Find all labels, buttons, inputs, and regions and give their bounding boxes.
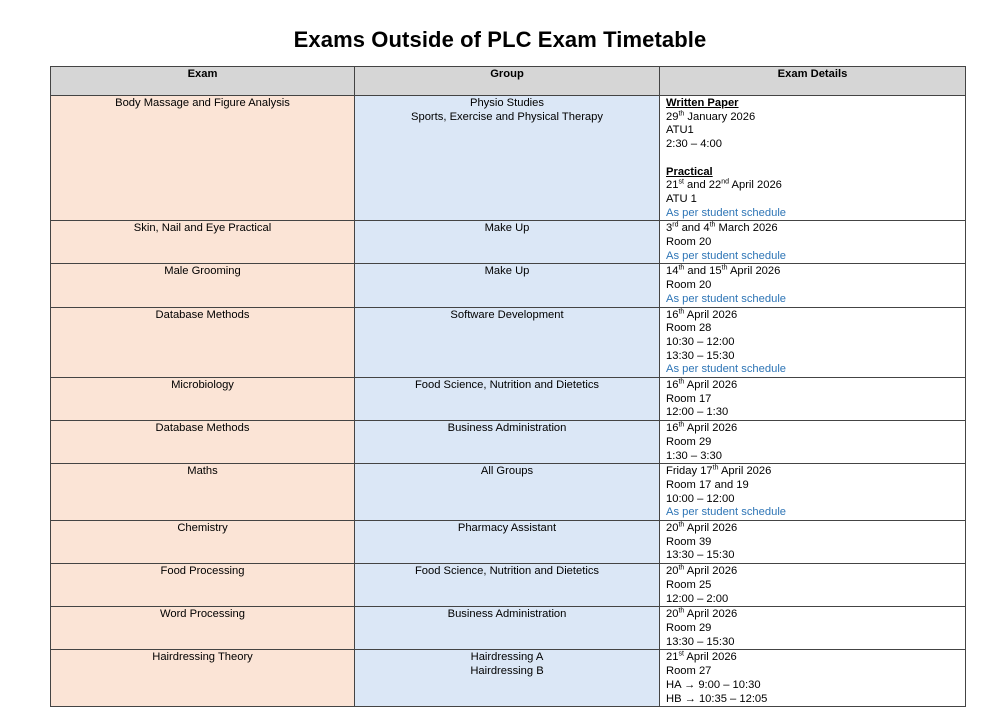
exam-details-cell	[660, 521, 966, 564]
date-ordinal-suffix: st	[678, 178, 684, 186]
details-line: Room 27	[666, 665, 712, 678]
table-row	[51, 564, 966, 607]
exam-cell	[51, 307, 355, 378]
date-text: April 2026	[684, 422, 738, 435]
date-ordinal-suffix: th	[678, 264, 685, 272]
date-ordinal-suffix: th	[678, 521, 685, 529]
details-heading: Practical	[666, 165, 713, 178]
table-row	[51, 264, 966, 307]
group-name: Physio Studies	[469, 97, 544, 109]
details-line: 13:30 – 15:30	[666, 349, 735, 362]
date-ordinal-suffix: th	[721, 264, 728, 272]
table-row	[51, 607, 966, 650]
table-body	[51, 96, 966, 707]
details-line: Room 20	[666, 279, 712, 292]
group-name: Software Development	[450, 308, 564, 321]
date-text: 21	[666, 651, 679, 664]
date-text: March 2026	[715, 222, 778, 235]
exam-name: Maths	[187, 465, 218, 478]
details-line: 12:00 – 2:00	[666, 592, 729, 605]
group-cell	[355, 96, 660, 221]
details-line: 10:30 – 12:00	[666, 335, 735, 348]
group-name: Sports, Exercise and Physical Therapy	[411, 110, 603, 123]
date-text: April 2026	[718, 465, 772, 478]
date-ordinal-suffix: th	[678, 378, 685, 386]
exam-details-cell	[660, 650, 966, 707]
exam-name: Skin, Nail and Eye Practical	[133, 222, 272, 235]
exam-date	[666, 265, 959, 279]
schedule-note: As per student schedule	[666, 292, 787, 305]
date-text: April 2026	[684, 379, 738, 392]
exam-date	[666, 111, 959, 125]
group-name: Hairdressing A	[470, 651, 544, 664]
exam-date	[666, 422, 959, 436]
details-line: Room 20	[666, 236, 712, 249]
group-name: Make Up	[484, 265, 530, 278]
table-row	[51, 464, 966, 521]
date-ordinal-suffix: th	[678, 564, 685, 572]
table-row	[51, 221, 966, 264]
group-cell	[355, 378, 660, 421]
details-line: HA → 9:00 – 10:30	[666, 678, 761, 691]
exam-cell	[51, 264, 355, 307]
date-text: 14	[666, 265, 679, 278]
exam-cell	[51, 521, 355, 564]
details-line: Room 29	[666, 622, 712, 634]
date-text: April 2026	[727, 265, 781, 278]
exam-date	[666, 379, 959, 393]
exam-date	[666, 465, 959, 479]
details-line: ATU1	[666, 124, 694, 137]
date-ordinal-suffix: th	[678, 109, 685, 117]
exam-name: Food Processing	[160, 565, 245, 578]
exam-date	[666, 222, 959, 236]
schedule-note: As per student schedule	[666, 363, 787, 376]
details-line: 10:00 – 12:00	[666, 492, 735, 505]
details-line: 1:30 – 3:30	[666, 449, 722, 462]
details-line: 2:30 – 4:00	[666, 138, 722, 151]
spacer	[666, 152, 959, 166]
date-text: 21	[666, 179, 679, 192]
group-cell	[355, 464, 660, 521]
exam-details-cell	[660, 264, 966, 307]
date-ordinal-suffix: th	[678, 307, 685, 315]
group-name: Hairdressing B	[470, 665, 544, 678]
group-cell	[355, 221, 660, 264]
group-name: Business Administration	[447, 422, 567, 435]
exam-name: Body Massage and Figure Analysis	[115, 97, 290, 109]
table-row	[51, 378, 966, 421]
date-text: and 4	[678, 222, 710, 235]
date-ordinal-suffix: rd	[672, 221, 679, 229]
details-line: HB → 10:35 – 12:05	[666, 692, 768, 705]
exam-timetable	[50, 66, 966, 707]
date-text: 20	[666, 522, 679, 535]
group-name: All Groups	[480, 465, 534, 478]
table-row	[51, 307, 966, 378]
exam-cell	[51, 421, 355, 464]
exam-name: Chemistry	[177, 522, 228, 535]
exam-date	[666, 651, 959, 665]
group-name: Business Administration	[447, 608, 567, 621]
exam-details-cell	[660, 607, 966, 650]
details-line: Room 28	[666, 322, 712, 335]
group-name: Make Up	[484, 222, 530, 235]
group-cell	[355, 650, 660, 707]
column-header-group: Group	[355, 67, 660, 96]
date-text: January 2026	[684, 110, 756, 123]
exam-name: Male Grooming	[164, 265, 241, 278]
group-cell	[355, 564, 660, 607]
group-cell	[355, 307, 660, 378]
date-ordinal-suffix: th	[678, 421, 685, 429]
table-row	[51, 96, 966, 221]
exam-details-cell	[660, 464, 966, 521]
group-name: Food Science, Nutrition and Dietetics	[414, 379, 600, 392]
exam-details-cell	[660, 564, 966, 607]
date-ordinal-suffix: nd	[721, 178, 730, 186]
exam-date	[666, 179, 959, 193]
date-text: 3	[666, 222, 673, 235]
exam-cell	[51, 564, 355, 607]
date-ordinal-suffix: th	[678, 607, 685, 615]
exam-name: Database Methods	[155, 422, 250, 435]
details-line: 13:30 – 15:30	[666, 549, 735, 562]
exam-name: Microbiology	[171, 379, 234, 392]
date-text: April 2026	[684, 522, 738, 535]
exam-details-cell	[660, 96, 966, 221]
group-cell	[355, 521, 660, 564]
date-text: April 2026	[683, 651, 737, 664]
group-cell	[355, 264, 660, 307]
date-text: 29	[666, 110, 679, 123]
exam-details-cell	[660, 378, 966, 421]
schedule-note: As per student schedule	[666, 506, 787, 519]
details-line: 13:30 – 15:30	[666, 635, 735, 648]
exam-date	[666, 608, 959, 622]
group-name: Pharmacy Assistant	[457, 522, 557, 535]
exam-cell	[51, 464, 355, 521]
group-cell	[355, 421, 660, 464]
date-text: April 2026	[684, 565, 738, 578]
exam-cell	[51, 650, 355, 707]
details-line: Room 17 and 19	[666, 478, 749, 491]
details-line: Room 39	[666, 535, 712, 548]
exam-date	[666, 309, 959, 323]
group-cell	[355, 607, 660, 650]
column-header-exam-details: Exam Details	[660, 67, 966, 96]
exam-cell	[51, 378, 355, 421]
schedule-note: As per student schedule	[666, 249, 787, 262]
table-row	[51, 421, 966, 464]
column-header-exam: Exam	[51, 67, 355, 96]
table-row	[51, 650, 966, 707]
exam-name: Word Processing	[160, 608, 245, 621]
exam-date	[666, 522, 959, 536]
date-text: 16	[666, 308, 679, 321]
exam-details-cell	[660, 307, 966, 378]
details-line: Room 25	[666, 578, 712, 591]
date-ordinal-suffix: th	[709, 221, 716, 229]
details-heading: Written Paper	[666, 97, 739, 109]
date-text: 20	[666, 608, 679, 621]
date-text: 16	[666, 422, 679, 435]
exam-name: Hairdressing Theory	[152, 651, 253, 664]
date-ordinal-suffix: st	[678, 650, 684, 658]
date-ordinal-suffix: th	[712, 464, 719, 472]
date-text: Friday 17	[666, 465, 713, 478]
date-text: and 15	[684, 265, 722, 278]
group-name: Food Science, Nutrition and Dietetics	[414, 565, 600, 578]
date-text: April 2026	[684, 308, 738, 321]
header-row	[51, 67, 966, 96]
schedule-note: As per student schedule	[666, 206, 787, 219]
details-line: 12:00 – 1:30	[666, 406, 729, 419]
exam-cell	[51, 607, 355, 650]
date-text: 20	[666, 565, 679, 578]
exam-cell	[51, 221, 355, 264]
exam-date	[666, 565, 959, 579]
exam-cell	[51, 96, 355, 221]
details-line: Room 17	[666, 392, 712, 405]
page-title: Exams Outside of PLC Exam Timetable	[293, 27, 707, 52]
date-text: and 22	[683, 179, 722, 192]
date-text: 16	[666, 379, 679, 392]
details-line: Room 29	[666, 435, 712, 448]
exam-details-cell	[660, 421, 966, 464]
exam-name: Database Methods	[155, 308, 250, 321]
exam-details-cell	[660, 221, 966, 264]
date-text: April 2026	[729, 179, 782, 192]
date-text: April 2026	[684, 608, 738, 621]
table-row	[51, 521, 966, 564]
details-line: ATU 1	[666, 192, 697, 205]
